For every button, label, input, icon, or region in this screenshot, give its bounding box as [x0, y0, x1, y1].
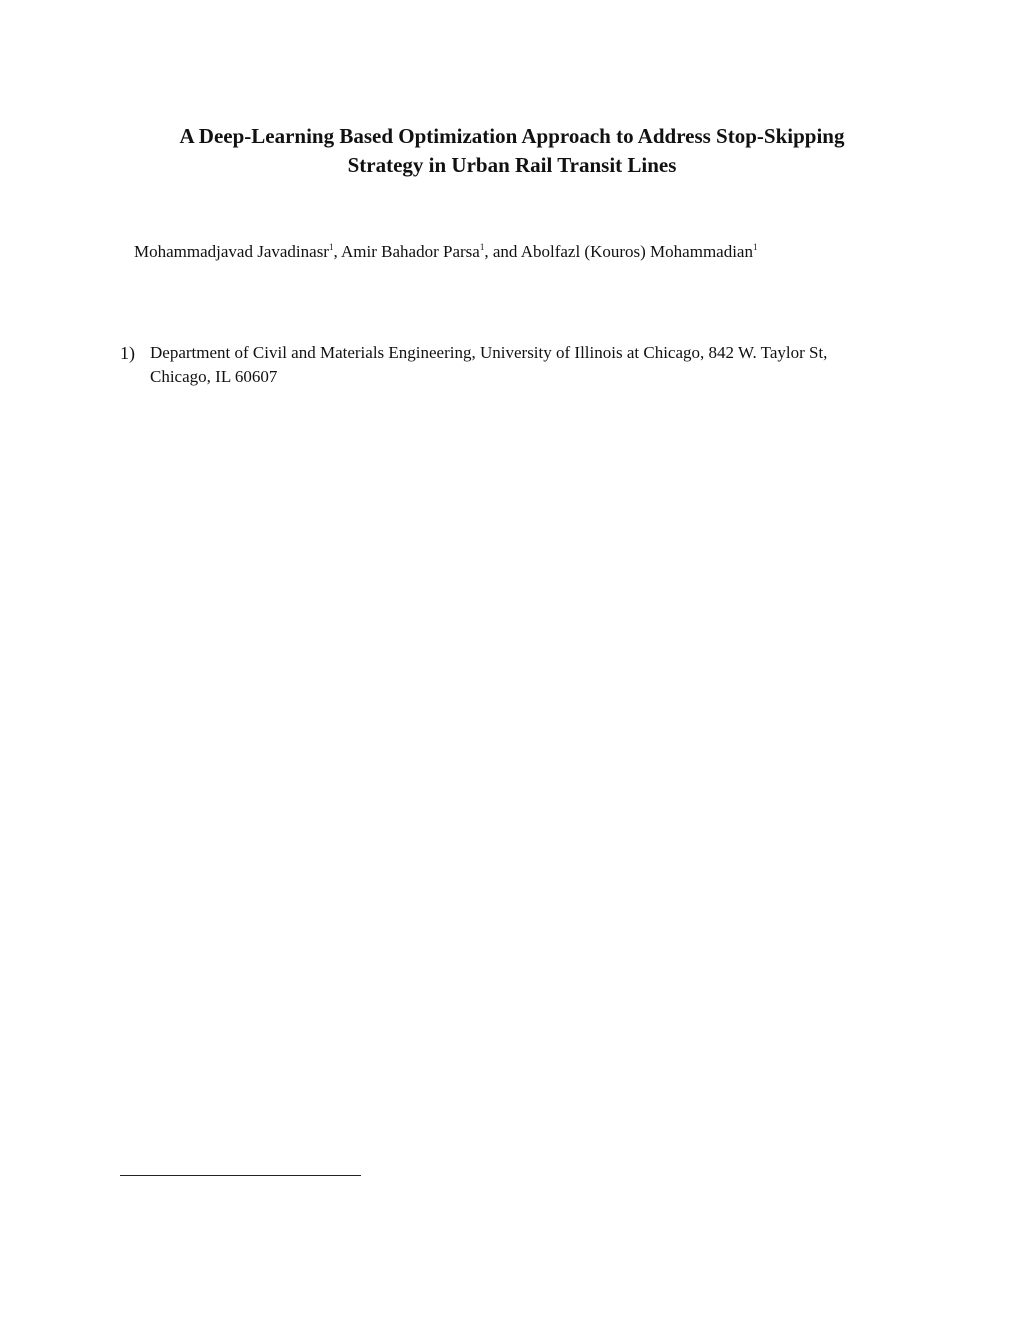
author-name: Abolfazl (Kouros) Mohammadian [520, 242, 753, 261]
footnote-divider [120, 1175, 361, 1176]
author-affiliation-marker: 1 [752, 242, 758, 252]
author-separator: , [333, 242, 342, 261]
affiliation-text [150, 341, 900, 389]
author-list [134, 240, 757, 264]
author-name: Mohammadjavad Javadinasr [134, 242, 329, 261]
affiliation-line-2: Chicago, IL 60607 [150, 367, 278, 386]
paper-title-line-2: Strategy in Urban Rail Transit Lines [347, 153, 677, 177]
author-affiliation-marker: 1 [479, 242, 485, 252]
affiliation-item [120, 341, 900, 389]
author-name: Amir Bahador Parsa [341, 242, 480, 261]
author-affiliation-marker: 1 [328, 242, 334, 252]
affiliation-line-1: Department of Civil and Materials Engineering, University of Illinois at Chicago, 842 W. Taylor St, [150, 343, 828, 362]
paper-title-line-1: A Deep-Learning Based Optimization Approach to Address Stop-Skipping [179, 124, 845, 148]
paper-title [110, 122, 914, 180]
author-separator: , and [484, 242, 521, 261]
affiliation-number: 1) [120, 343, 135, 363]
